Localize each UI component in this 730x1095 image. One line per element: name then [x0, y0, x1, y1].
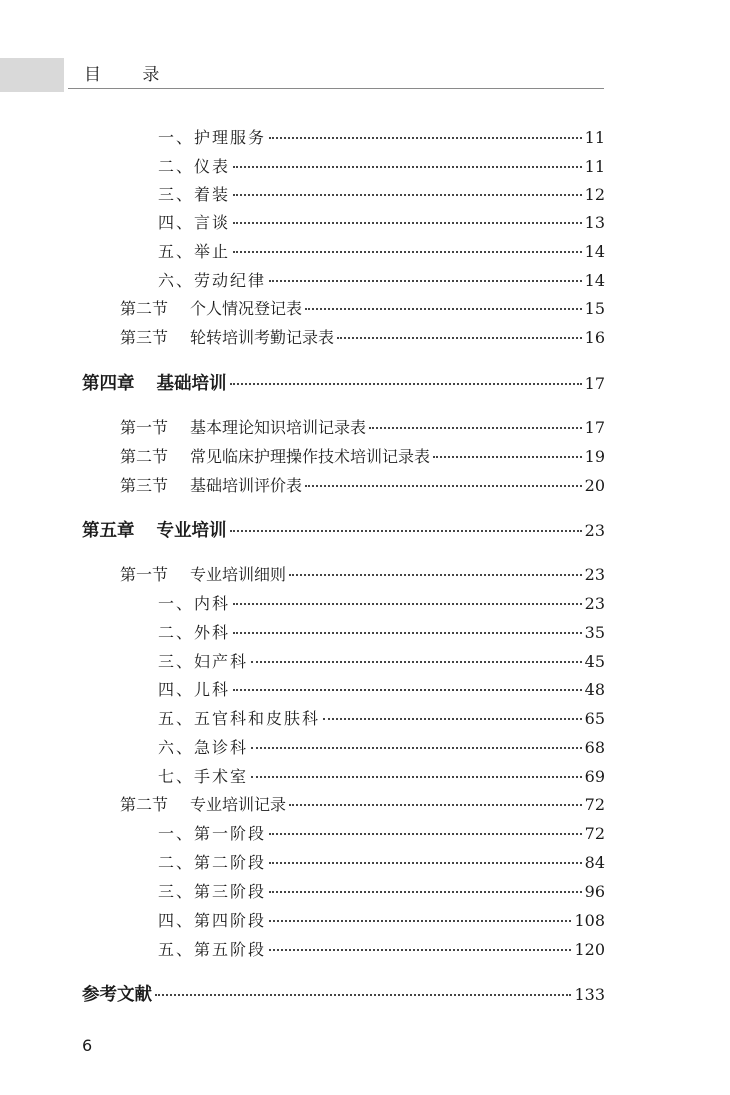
toc-entry-title: 基础培训评价表: [190, 476, 303, 495]
dot-leader: [251, 747, 582, 749]
dot-leader: [269, 280, 582, 282]
toc-entry: [120, 325, 605, 347]
toc-entry-title: 轮转培训考勤记录表: [190, 328, 335, 347]
toc-entry-title: 三、妇产科: [158, 652, 249, 671]
toc-entry: [158, 879, 605, 901]
header-title: 目 录: [84, 65, 178, 85]
toc-entry-page: 68: [584, 738, 605, 757]
toc-entry-page: 35: [584, 623, 605, 642]
toc-entry-title: 五、举止: [158, 242, 231, 261]
toc-entry: [158, 764, 605, 786]
toc-entry-page: 11: [584, 157, 605, 176]
toc-entry-title: 三、第三阶段: [158, 882, 267, 901]
toc-entry-title: 六、急诊科: [158, 738, 249, 757]
dot-leader: [323, 718, 582, 720]
dot-leader: [369, 427, 582, 429]
toc-entry-title: 专业培训细则: [190, 565, 287, 584]
toc-entry-page: 72: [584, 795, 605, 814]
toc-entry-page: 16: [584, 328, 605, 347]
dot-leader: [230, 383, 582, 385]
toc-entry-title: 专业培训: [156, 521, 227, 541]
toc-entry-title: 一、护理服务: [158, 128, 267, 147]
toc-entry-page: 17: [584, 374, 605, 393]
dot-leader: [233, 689, 582, 691]
toc-entry-page: 12: [584, 185, 605, 204]
dot-leader: [230, 530, 582, 532]
dot-leader: [155, 994, 571, 996]
dot-leader: [269, 833, 582, 835]
toc-entry-title: 常见临床护理操作技术培训记录表: [190, 447, 431, 466]
toc-entry: [120, 296, 605, 318]
toc-entry-number: 第一节: [120, 418, 169, 437]
toc-entry-title: 一、第一阶段: [158, 824, 267, 843]
toc-entry: [158, 649, 605, 671]
toc-entry-number: 第二节: [120, 299, 169, 318]
toc-entry: [158, 210, 605, 232]
toc-entry-page: 19: [584, 447, 605, 466]
toc-entry: [158, 182, 605, 204]
toc-entry: [158, 125, 605, 147]
toc-entry-page: 84: [584, 853, 605, 872]
dot-leader: [233, 222, 582, 224]
toc-entry: [158, 908, 605, 930]
page-number: 6: [82, 1036, 93, 1055]
dot-leader: [233, 251, 582, 253]
toc-entry: [158, 677, 605, 699]
toc-entry: [158, 268, 605, 290]
toc-entry: [158, 937, 605, 959]
toc-entry-title: 六、劳动纪律: [158, 271, 267, 290]
dot-leader: [305, 308, 582, 310]
dot-leader: [269, 862, 582, 864]
dot-leader: [337, 337, 582, 339]
dot-leader: [289, 804, 582, 806]
toc-entry-page: 14: [584, 271, 605, 290]
toc-entry-page: 23: [584, 565, 605, 584]
toc-entry-title: 二、外科: [158, 623, 231, 642]
dot-leader: [233, 603, 582, 605]
toc-entry-page: 45: [584, 652, 605, 671]
dot-leader: [251, 661, 582, 663]
toc-entry-page: 20: [584, 476, 605, 495]
toc-entry-title: 二、仪表: [158, 157, 231, 176]
toc-entry: [158, 850, 605, 872]
toc-entry-title: 基础培训: [156, 374, 227, 394]
toc-entry-page: 72: [584, 824, 605, 843]
toc-entry-title: 四、第四阶段: [158, 911, 267, 930]
toc-entry-title: 四、儿科: [158, 680, 231, 699]
toc-entry-title: 参考文献: [82, 985, 152, 1005]
toc-entry-page: 69: [584, 767, 605, 786]
toc-entry: [82, 370, 605, 394]
toc-entry-page: 23: [584, 594, 605, 613]
dot-leader: [251, 776, 582, 778]
toc-entry-page: 108: [574, 911, 605, 930]
dot-leader: [269, 891, 582, 893]
toc-entry: [158, 154, 605, 176]
toc-entry-page: 14: [584, 242, 605, 261]
toc-entry: [82, 981, 605, 1005]
toc-entry: [158, 821, 605, 843]
toc-entry: [120, 473, 605, 495]
dot-leader: [269, 949, 571, 951]
toc-entry-number: 第五章: [82, 521, 135, 541]
toc-entry: [120, 562, 605, 584]
toc-entry-page: 133: [574, 985, 605, 1004]
toc-entry: [158, 239, 605, 261]
dot-leader: [305, 485, 582, 487]
toc-entry: [158, 735, 605, 757]
toc-entry: [120, 415, 605, 437]
dot-leader: [233, 632, 582, 634]
dot-leader: [269, 137, 582, 139]
toc-entry-title: 基本理论知识培训记录表: [190, 418, 367, 437]
toc-entry-page: 96: [584, 882, 605, 901]
dot-leader: [233, 194, 582, 196]
toc-entry-page: 13: [584, 213, 605, 232]
toc-entry-title: 五、第五阶段: [158, 940, 267, 959]
toc-entry-number: 第二节: [120, 447, 169, 466]
toc-entry-page: 11: [584, 128, 605, 147]
dot-leader: [269, 920, 571, 922]
toc-entry: [158, 620, 605, 642]
toc-entry-page: 65: [584, 709, 605, 728]
toc-entry-title: 七、手术室: [158, 767, 249, 786]
toc-entry-title: 二、第二阶段: [158, 853, 267, 872]
toc-entry-page: 23: [584, 521, 605, 540]
toc-entry-number: 第三节: [120, 476, 169, 495]
toc-entry-page: 120: [574, 940, 605, 959]
toc-entry-title: 一、内科: [158, 594, 231, 613]
toc-entry-page: 17: [584, 418, 605, 437]
toc-entry-number: 第一节: [120, 565, 169, 584]
dot-leader: [289, 574, 582, 576]
dot-leader: [433, 456, 582, 458]
toc-entry: [158, 591, 605, 613]
toc-entry-number: 第二节: [120, 795, 169, 814]
toc-entry: [82, 517, 605, 541]
toc-entry: [120, 444, 605, 466]
toc-entry-page: 15: [584, 299, 605, 318]
toc-entry-title: 专业培训记录: [190, 795, 287, 814]
toc-entry-number: 第三节: [120, 328, 169, 347]
toc-entry-title: 四、言谈: [158, 213, 231, 232]
toc-entry-title: 三、着装: [158, 185, 231, 204]
toc-entry-title: 五、五官科和皮肤科: [158, 709, 321, 728]
toc-entry: [120, 792, 605, 814]
toc-entry: [158, 706, 605, 728]
toc-entry-title: 个人情况登记表: [190, 299, 303, 318]
dot-leader: [233, 166, 582, 168]
toc-entry-page: 48: [584, 680, 605, 699]
toc-entry-number: 第四章: [82, 374, 135, 394]
